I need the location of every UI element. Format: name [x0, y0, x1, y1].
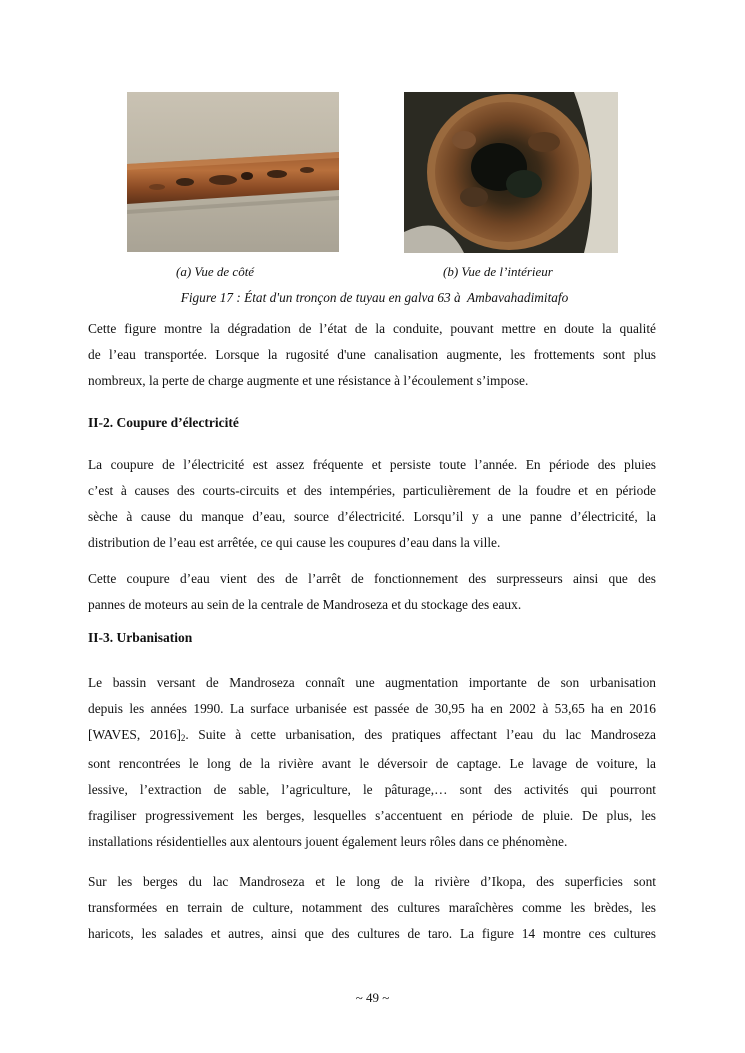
- subcaption-side-view: (a) Vue de côté: [176, 264, 255, 279]
- text-line: fragiliser progressivement les berges, lesquelles s’accentuent en période de pluie. De plus, les: [88, 808, 656, 823]
- text-line: depuis les années 1990. La surface urbanisée est passée de 30,95 ha en 2002 à 53,65 ha en 2016: [88, 701, 656, 716]
- text-line: c’est à causes des courts-circuits et des intempéries, particulièrement de la foudre et en période: [88, 483, 656, 498]
- section-heading-urbanisation: II-3. Urbanisation: [88, 630, 193, 645]
- text-line: Le bassin versant de Mandroseza connaît une augmentation importante de son urbanisation: [88, 675, 656, 690]
- text-line: nombreux, la perte de charge augmente et une résistance à l’écoulement s’impose.: [88, 373, 529, 388]
- text-line: Cette coupure d’eau vient des de l’arrêt de fonctionnement des surpresseurs ainsi que des: [88, 571, 656, 586]
- text-line: Cette figure montre la dégradation de l’état de la conduite, pouvant mettre en doute la qualité: [88, 321, 656, 336]
- section-heading-power-cuts: II-2. Coupure d’électricité: [88, 415, 239, 430]
- text-line: sont rencontrées le long de la rivière avant le déversoir de captage. Le lavage de voiture, la: [88, 756, 656, 771]
- figure-caption-text: Figure 17 : État d'un tronçon de tuyau en galva 63 à Ambavahadimitafo: [180, 290, 569, 305]
- text-line: Sur les berges du lac Mandroseza et le long de la rivière d’Ikopa, des superficies sont: [88, 874, 656, 889]
- text-line: distribution de l’eau est arrêtée, ce qui cause les coupures d’eau dans la ville.: [88, 535, 501, 550]
- text-line-with-reference: [88, 722, 656, 751]
- page-number: ~ 49 ~: [355, 990, 390, 1005]
- text-line: haricots, les salades et autres, ainsi que des cultures de taro. La figure 14 montre ces cultures: [88, 926, 656, 941]
- paragraph-power-cuts: [88, 452, 656, 556]
- reference-number: 2: [180, 733, 186, 743]
- text-line: de l’eau transportée. Lorsque la rugosité d'une canalisation augmente, les frottements sont plus: [88, 347, 656, 362]
- pipe-interior-view-photo: [404, 92, 618, 253]
- text-line: transformées en terrain de culture, notamment des cultures maraîchères comme les brèdes, les: [88, 900, 656, 915]
- paragraph-water-cuts: [88, 566, 656, 618]
- text-line: pannes de moteurs au sein de la centrale de Mandroseza et du stockage des eaux.: [88, 597, 522, 612]
- text-line: sèche à cause du manque d’eau, source d’électricité. Lorsqu’il y a une panne d’électricité, la: [88, 509, 656, 524]
- text-line: lessive, l’extraction de sable, l’agriculture, le pâturage,… sont des activités qui pourront: [88, 782, 656, 797]
- paragraph-urbanisation: [88, 670, 656, 855]
- pipe-side-view-photo: [127, 92, 339, 252]
- paragraph-riverbank-crops: [88, 869, 656, 947]
- text-line: installations résidentielles aux alentours jouent également leurs rôles dans ce phénomène.: [88, 834, 568, 849]
- paragraph-pipe-degradation: [88, 316, 656, 394]
- figure-caption: [0, 290, 745, 306]
- citation: [WAVES, 2016]: [88, 727, 181, 742]
- text-line: La coupure de l’électricité est assez fréquente et persiste toute l’année. En période des pluies: [88, 457, 656, 472]
- subcaption-interior-view: (b) Vue de l’intérieur: [443, 264, 553, 279]
- text-fragment: . Suite à cette urbanisation, des pratiques affectant l’eau du lac Mandroseza: [185, 727, 656, 742]
